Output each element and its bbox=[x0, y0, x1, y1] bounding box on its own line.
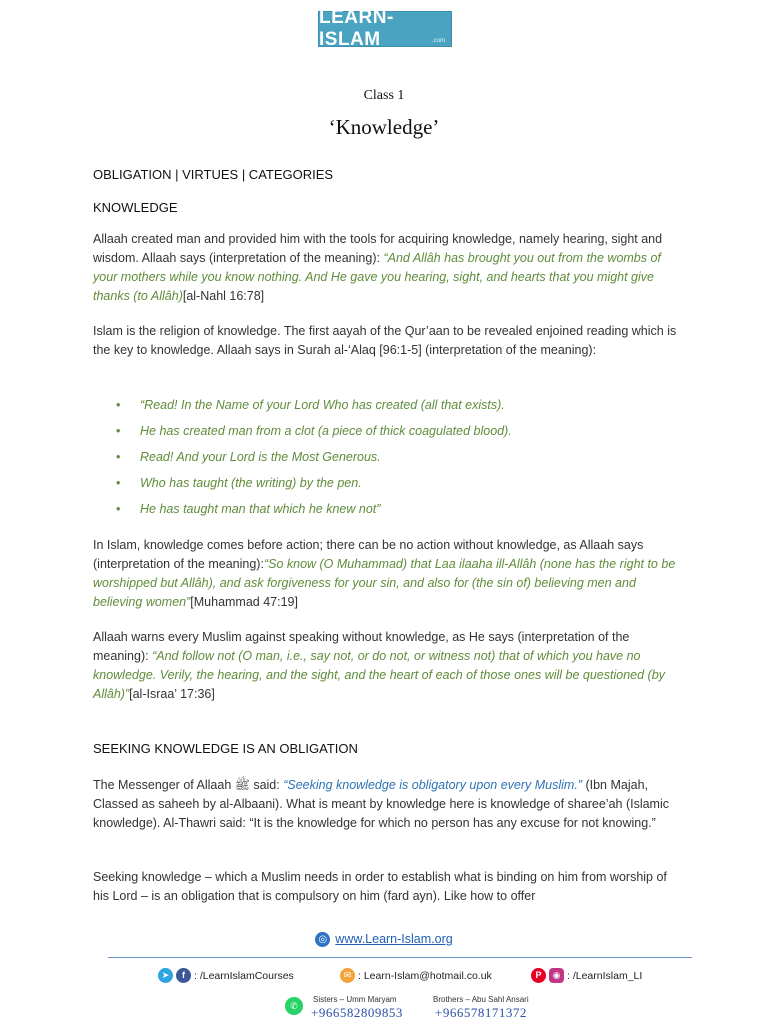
social-telegram-facebook[interactable] bbox=[158, 968, 294, 983]
paragraph-text: (Ibn Majah, Classed as saheeh by al-Albaani). What is meant by knowledge here is knowledge of sharee’ah (Islamic knowledge). Al-Thawri said: “It is the knowledge for which no person has any excuse for not knowing.” bbox=[93, 778, 669, 830]
quran-quote: “And Allâh has brought you out from the wombs of your mothers while you know nothing. And He gave you hearing, sight, and hearts that you might give thanks (to Allâh) bbox=[93, 251, 661, 303]
sisters-label: Sisters – Umm Maryam bbox=[313, 995, 397, 1004]
paragraph-text: In Islam, knowledge comes before action; there can be no action without knowledge, as Allaah says (interpretation of the meaning): bbox=[93, 538, 644, 571]
social-pinterest-instagram[interactable] bbox=[531, 968, 642, 983]
learn-islam-logo bbox=[318, 7, 452, 50]
email-icon: ✉ bbox=[340, 968, 355, 983]
brothers-label: Brothers – Abu Sahl Ansari bbox=[433, 995, 529, 1004]
paragraph-text: Allaah warns every Muslim against speaking without knowledge, as He says (interpretation of the meaning): bbox=[93, 630, 630, 663]
quran-quote: “And follow not (O man, i.e., say not, or do not, or witness not) that of which you have no knowledge. Verily, the hearing, and the sight, and the heart of each of those ones will be questioned (by Allâh)” bbox=[93, 649, 665, 701]
verse-item: • “Read! In the Name of your Lord Who has created (all that exists). bbox=[116, 398, 505, 412]
verse-item: • Read! And your Lord is the Most Generous. bbox=[116, 450, 381, 464]
logo-sub: .com bbox=[431, 38, 445, 44]
bullet-icon: • bbox=[116, 502, 121, 516]
paragraph-fard-ayn: Seeking knowledge – which a Muslim needs in order to establish what is binding on him from worship of his Lord – is an obligation that is compulsory on him (fard ayn). Like how to offer bbox=[93, 870, 667, 903]
heading-knowledge: KNOWLEDGE bbox=[93, 200, 178, 215]
paragraph-hadith bbox=[93, 776, 683, 833]
verse-reference: [al-Israa’ 17:36] bbox=[129, 687, 215, 701]
facebook-icon: f bbox=[176, 968, 191, 983]
paragraph-religion-of-knowledge: Islam is the religion of knowledge. The first aayah of the Qur’aan to be revealed enjoined reading which is the key to knowledge. Allaah says in Surah al-‘Alaq [96:1-5] (interpretation of the meaning): bbox=[93, 324, 677, 357]
verse-reference: [Muhammad 47:19] bbox=[190, 595, 298, 609]
heading-obligation-virtues: OBLIGATION | VIRTUES | CATEGORIES bbox=[93, 167, 334, 182]
paragraph-text: Allaah created man and provided him with the tools for acquiring knowledge, namely hearing, sight and wisdom. Allaah says (interpretation of the meaning): bbox=[93, 232, 663, 265]
class-number: Class 1 bbox=[363, 88, 405, 103]
paragraph-text: The Messenger of Allaah ﷺ said: bbox=[93, 778, 284, 792]
telegram-facebook-handle: : /LearnIslamCourses bbox=[194, 969, 294, 982]
pinterest-icon: P bbox=[531, 968, 546, 983]
paragraph-speaking-without-knowledge bbox=[93, 628, 683, 704]
verse-list bbox=[93, 396, 683, 526]
email-address: : Learn-Islam@hotmail.co.uk bbox=[358, 969, 492, 982]
paragraph-creation bbox=[93, 230, 683, 306]
sisters-phone[interactable]: +966582809853 bbox=[311, 1005, 403, 1020]
pinterest-instagram-handle: : /LearnIslam_LI bbox=[567, 969, 643, 982]
bullet-icon: • bbox=[116, 424, 121, 438]
instagram-icon: ◉ bbox=[549, 968, 564, 983]
verse-item: • He has created man from a clot (a piece of thick coagulated blood). bbox=[116, 424, 512, 438]
page-title: ‘Knowledge’ bbox=[328, 115, 440, 139]
verse-item: • Who has taught (the writing) by the pen. bbox=[116, 476, 362, 490]
website-link[interactable]: www.Learn-Islam.org bbox=[335, 932, 453, 946]
verse-reference: [al-Nahl 16:78] bbox=[182, 289, 265, 303]
paragraph-knowledge-before-action bbox=[93, 536, 683, 612]
bullet-icon: • bbox=[116, 398, 121, 412]
bullet-icon: • bbox=[116, 450, 121, 464]
footer-website bbox=[0, 932, 768, 947]
whatsapp-icon: ✆ bbox=[285, 997, 303, 1015]
bullet-icon: • bbox=[116, 476, 121, 490]
globe-icon: ◎ bbox=[315, 932, 330, 947]
telegram-icon: ➤ bbox=[158, 968, 173, 983]
quran-quote: “So know (O Muhammad) that Laa ilaaha ill-Allâh (none has the right to be worshipped but Allâh), and ask forgiveness for your sin, and also for (the sin of) believing men and believing women” bbox=[93, 557, 676, 609]
footer-divider bbox=[108, 957, 692, 958]
logo-text: LEARN-ISLAM bbox=[319, 7, 394, 50]
brothers-phone[interactable]: +966578171372 bbox=[435, 1005, 527, 1020]
hadith-quote: “Seeking knowledge is obligatory upon every Muslim.” bbox=[283, 778, 582, 792]
heading-seeking-knowledge: SEEKING KNOWLEDGE IS AN OBLIGATION bbox=[93, 741, 358, 756]
verse-item: • He has taught man that which he knew not” bbox=[116, 502, 381, 516]
contact-email[interactable] bbox=[340, 968, 492, 983]
